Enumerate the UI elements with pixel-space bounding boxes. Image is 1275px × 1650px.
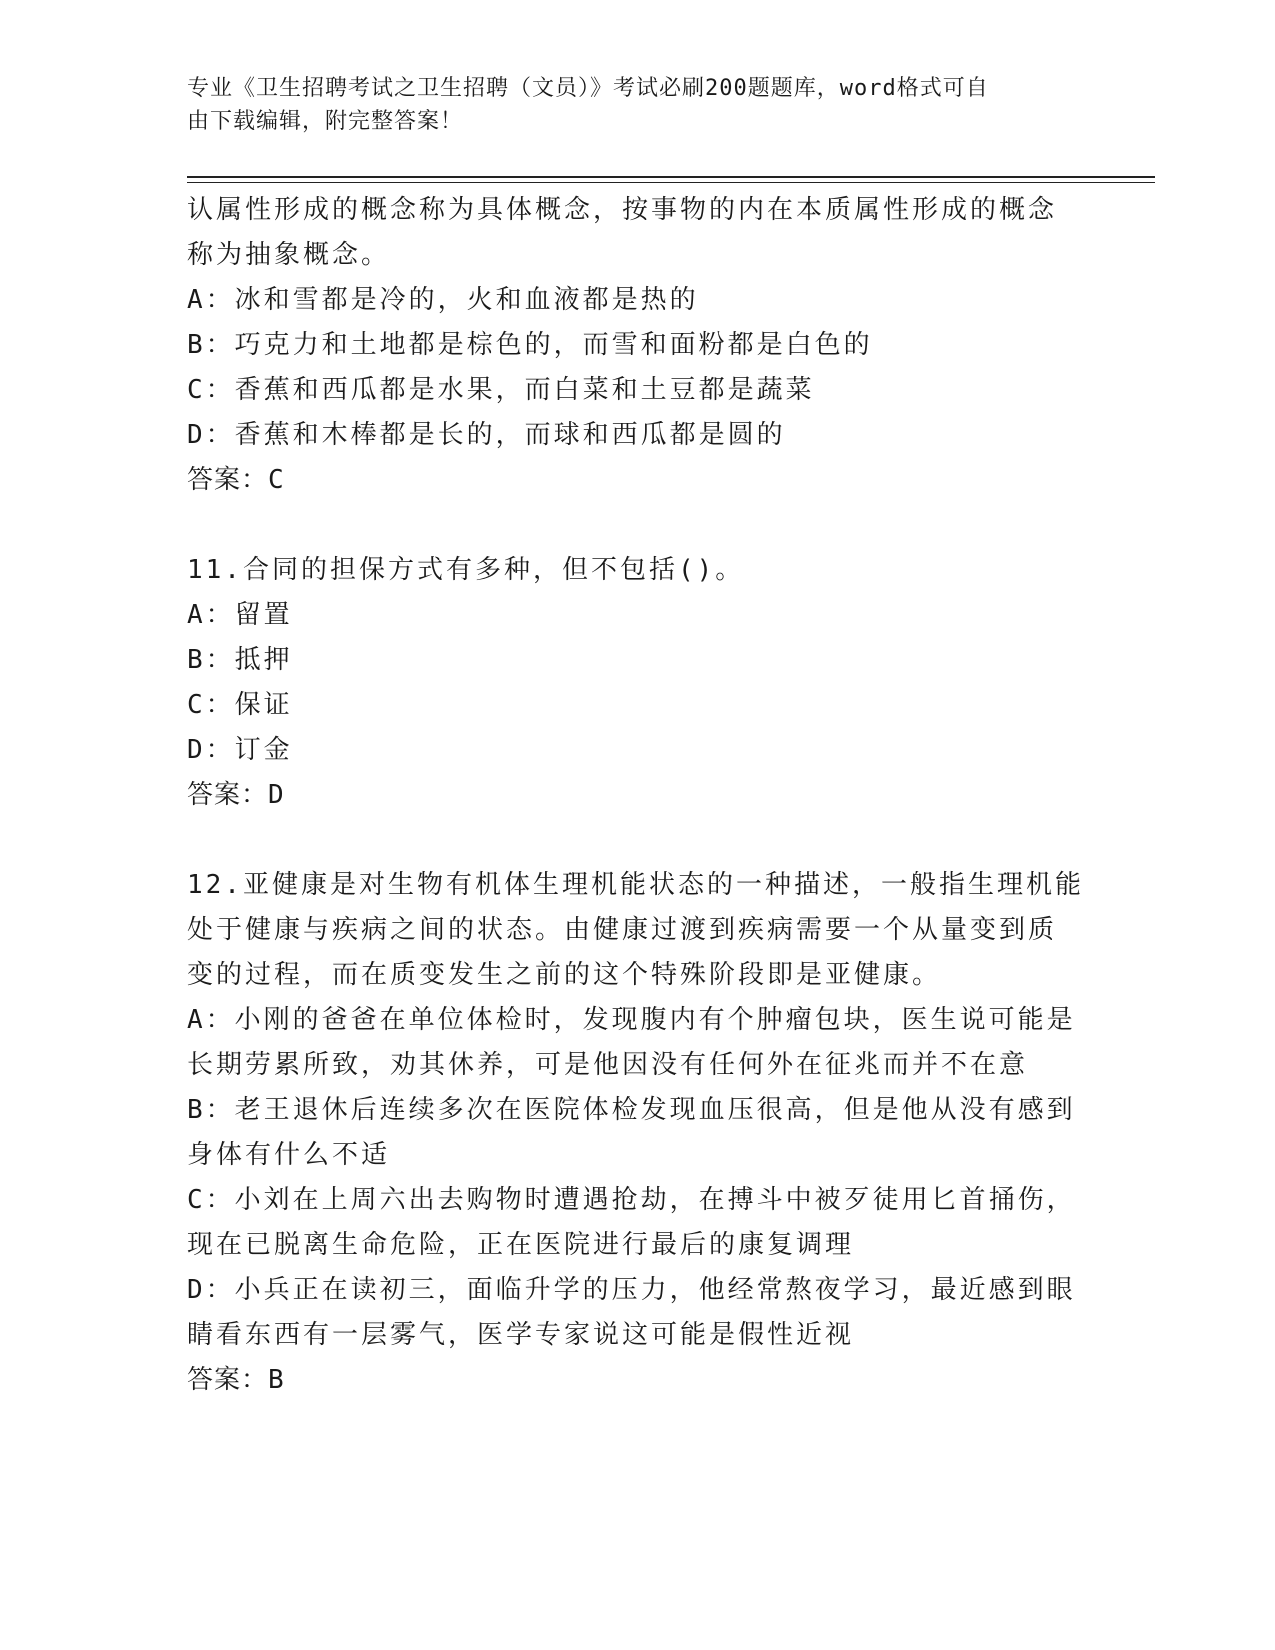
option-b-line: B：老王退休后连续多次在医院体检发现血压很高，但是他从没有感到 <box>187 1095 1076 1125</box>
option-d: D：香蕉和木棒都是长的，而球和西瓜都是圆的 <box>187 420 786 450</box>
question-12 <box>187 863 1087 1403</box>
question-10 <box>187 188 1087 503</box>
question-stem-line: 变的过程，而在质变发生之前的这个特殊阶段即是亚健康。 <box>187 960 942 990</box>
question-11 <box>187 548 1087 818</box>
question-stem-line: 处于健康与疾病之间的状态。由健康过渡到疾病需要一个从量变到质 <box>187 915 1058 945</box>
option-c: C：保证 <box>187 690 293 720</box>
option-b-line: 身体有什么不适 <box>187 1140 391 1170</box>
option-c-line: 现在已脱离生命危险，正在医院进行最后的康复调理 <box>187 1230 855 1260</box>
answer: 答案：B <box>187 1365 285 1395</box>
option-a-line: 长期劳累所致，劝其休养，可是他因没有任何外在征兆而并不在意 <box>187 1050 1029 1080</box>
option-a-line: A：小刚的爸爸在单位体检时，发现腹内有个肿瘤包块，医生说可能是 <box>187 1005 1076 1035</box>
option-b: B：抵押 <box>187 645 293 675</box>
question-stem: 11.合同的担保方式有多种，但不包括()。 <box>187 555 745 585</box>
header-divider-thick <box>187 176 1155 178</box>
option-c: C：香蕉和西瓜都是水果，而白菜和土豆都是蔬菜 <box>187 375 815 405</box>
answer: 答案：D <box>187 780 285 810</box>
question-stem-line: 认属性形成的概念称为具体概念，按事物的内在本质属性形成的概念 <box>187 195 1058 225</box>
option-c-line: C：小刘在上周六出去购物时遭遇抢劫，在搏斗中被歹徒用匕首捅伤， <box>187 1185 1076 1215</box>
header-divider-thin <box>187 182 1155 183</box>
question-stem-line: 称为抽象概念。 <box>187 240 391 270</box>
answer: 答案：C <box>187 465 285 495</box>
document-header <box>187 72 1067 138</box>
header-line-2: 由下载编辑，附完整答案！ <box>187 109 464 134</box>
option-d-line: 睛看东西有一层雾气，医学专家说这可能是假性近视 <box>187 1320 855 1350</box>
option-d: D：订金 <box>187 735 293 765</box>
header-line-1: 专业《卫生招聘考试之卫生招聘（文员）》考试必刷200题题库，word格式可自 <box>187 76 989 101</box>
question-content <box>187 188 1087 1403</box>
question-stem-line: 12.亚健康是对生物有机体生理机能状态的一种描述，一般指生理机能 <box>187 870 1084 900</box>
spacer <box>187 818 1087 863</box>
spacer <box>187 503 1087 548</box>
option-a: A：冰和雪都是冷的，火和血液都是热的 <box>187 285 699 315</box>
option-a: A：留置 <box>187 600 293 630</box>
option-b: B：巧克力和土地都是棕色的，而雪和面粉都是白色的 <box>187 330 873 360</box>
option-d-line: D：小兵正在读初三，面临升学的压力，他经常熬夜学习，最近感到眼 <box>187 1275 1076 1305</box>
